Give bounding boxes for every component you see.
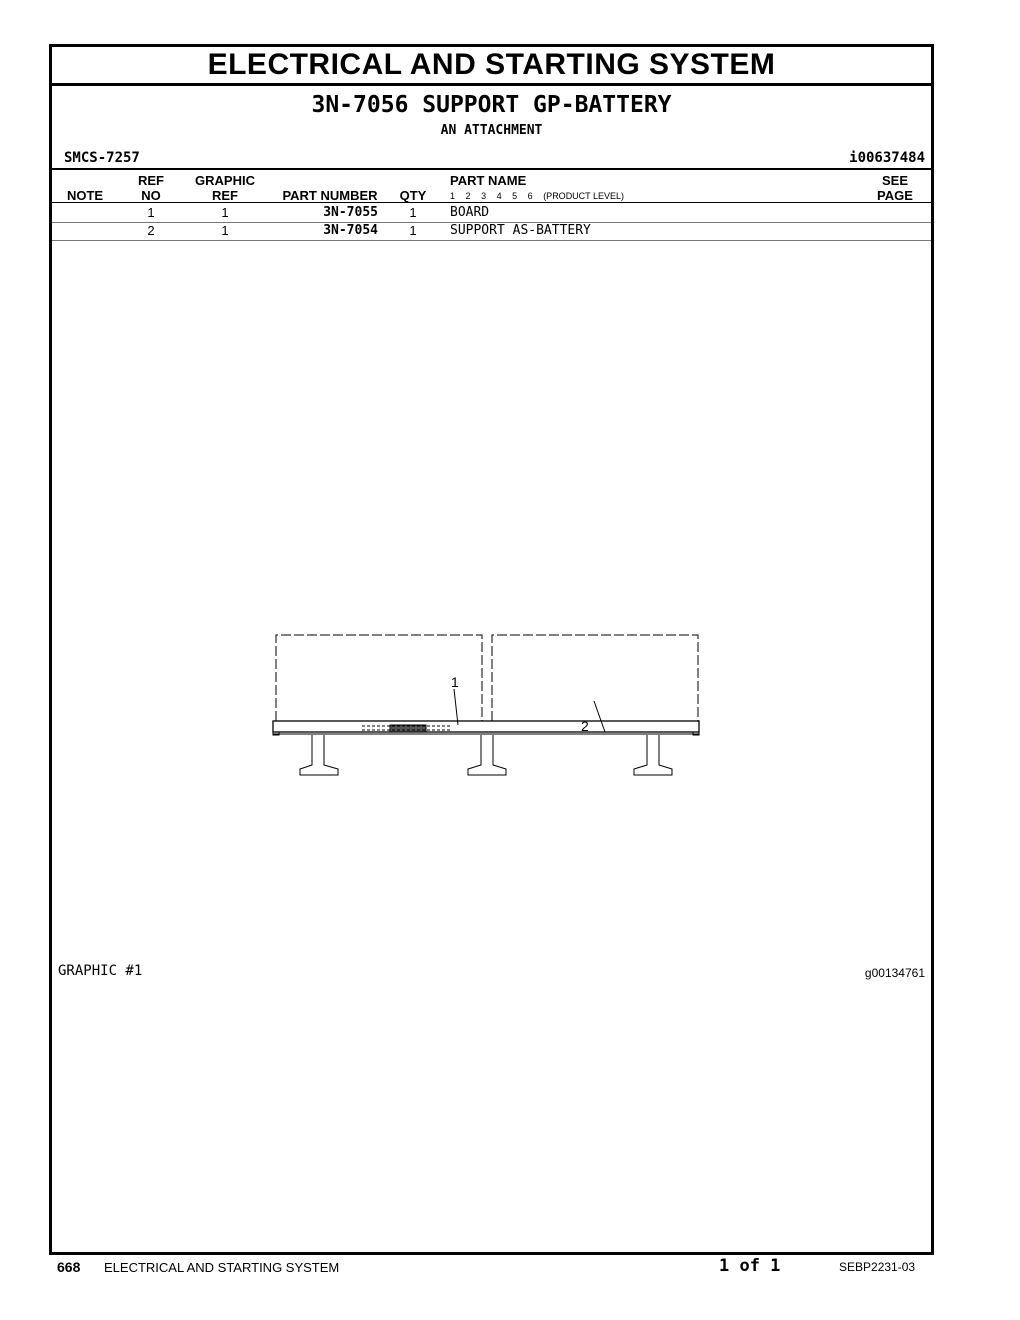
group-title: 3N-7056 SUPPORT GP-BATTERY — [311, 92, 672, 118]
level-3: 3 — [481, 191, 487, 201]
leader-line-1 — [454, 689, 458, 725]
row-part-number: 3N-7055 — [323, 205, 378, 220]
col-header-see-top: SEE — [881, 173, 908, 188]
row-part-number: 3N-7054 — [323, 223, 378, 238]
row-ref-no: 2 — [147, 223, 155, 238]
col-header-note: NOTE — [66, 188, 104, 203]
col-header-graphic-bottom: REF — [212, 188, 238, 203]
product-level-label: (PRODUCT LEVEL) — [543, 191, 625, 201]
parts-illustration — [270, 627, 710, 787]
footer-page-number: 668 — [57, 1259, 81, 1275]
graphic-id: g00134761 — [864, 966, 925, 980]
row-part-name: BOARD — [450, 205, 490, 220]
col-header-qty: QTY — [399, 188, 427, 203]
col-header-ref-top: REF — [138, 173, 164, 188]
table-top-rule — [52, 168, 931, 170]
foot-center — [468, 735, 506, 775]
smcs-code: SMCS-7257 — [64, 150, 140, 166]
callout-2: 2 — [581, 718, 589, 734]
row-qty: 1 — [409, 205, 417, 220]
level-4: 4 — [496, 191, 502, 201]
group-subtitle: AN ATTACHMENT — [440, 123, 543, 138]
level-2: 2 — [465, 191, 471, 201]
col-header-see-bottom: PAGE — [877, 188, 913, 203]
col-header-part-number: PART NUMBER — [282, 188, 378, 203]
footer-pagination: 1 of 1 — [719, 1256, 781, 1276]
footer-section: ELECTRICAL AND STARTING SYSTEM — [104, 1260, 340, 1275]
graphic-label: GRAPHIC #1 — [58, 963, 143, 979]
section-title: ELECTRICAL AND STARTING SYSTEM — [207, 48, 776, 81]
support-board — [273, 721, 699, 732]
section-title-band — [52, 47, 931, 86]
callout-1: 1 — [451, 674, 459, 690]
col-header-ref-bottom: NO — [141, 188, 161, 203]
row-part-name: SUPPORT AS-BATTERY — [450, 223, 591, 238]
level-5: 5 — [512, 191, 518, 201]
level-1: 1 — [450, 191, 456, 201]
product-level-row — [450, 191, 624, 201]
illustration-id: i00637484 — [849, 150, 925, 166]
header-bottom-rule — [52, 202, 931, 203]
footer-doc-id: SEBP2231-03 — [839, 1260, 916, 1274]
battery-outline-right — [492, 635, 698, 721]
col-header-graphic-top: GRAPHIC — [195, 173, 255, 188]
leader-line-2 — [594, 701, 605, 732]
col-header-part-name: PART NAME — [450, 173, 527, 188]
row-graphic-ref: 1 — [221, 205, 229, 220]
foot-right — [634, 735, 672, 775]
foot-left — [300, 735, 338, 775]
row-qty: 1 — [409, 223, 417, 238]
row-ref-no: 1 — [147, 205, 155, 220]
row-divider — [52, 240, 931, 241]
page-frame — [49, 44, 934, 1255]
row-graphic-ref: 1 — [221, 223, 229, 238]
level-6: 6 — [527, 191, 533, 201]
